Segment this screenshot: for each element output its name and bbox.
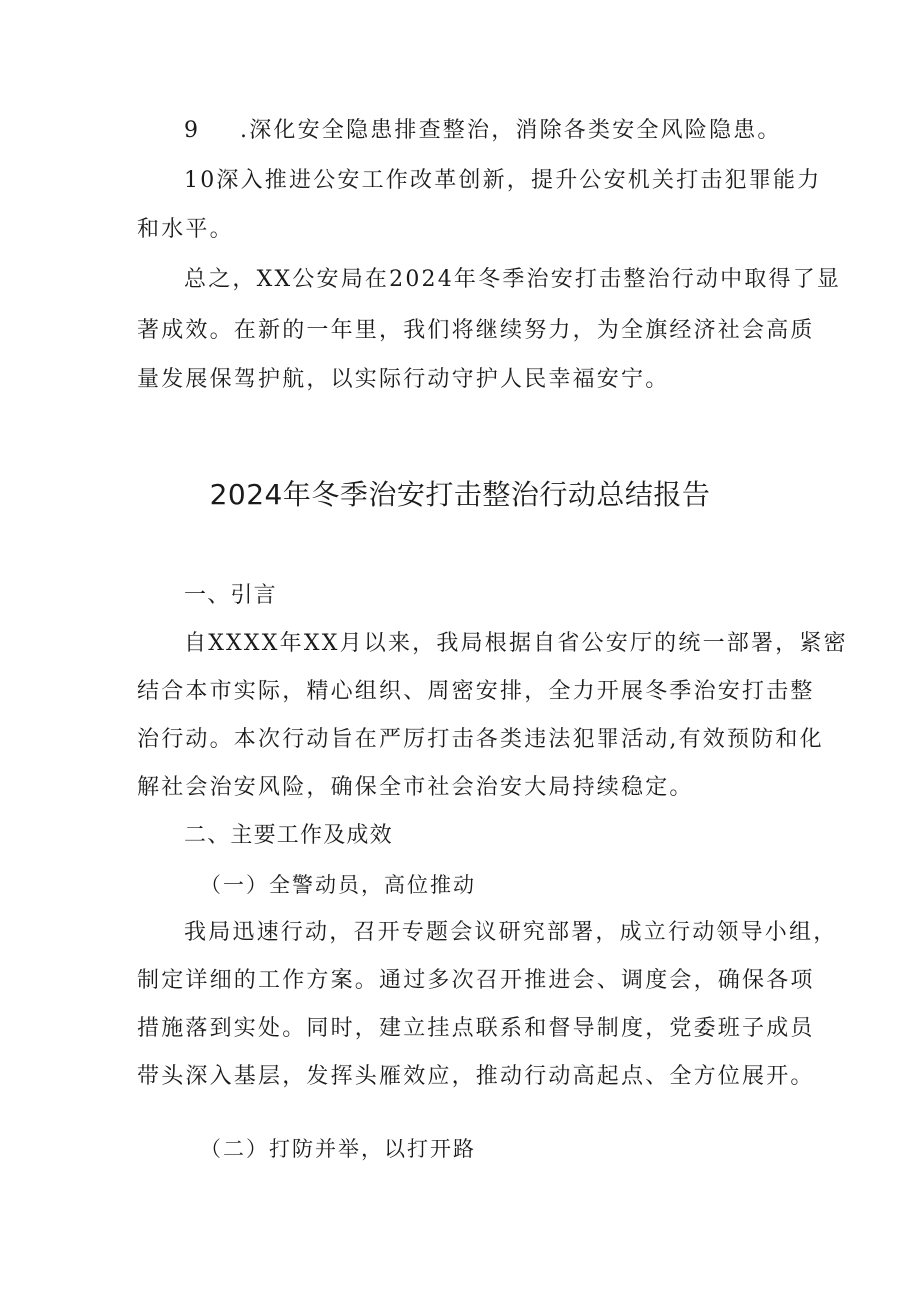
section-2-heading: 二、主要工作及成效 [184, 823, 393, 848]
intro-line-4: 解社会治安风险，确保全市社会治安大局持续稳定。 [137, 775, 694, 800]
summary-line-1: 总之，XX公安局在2024年冬季治安打击整治行动中取得了显 [184, 267, 842, 292]
section-1-heading: 一、引言 [184, 583, 277, 608]
item-9-text: .深化安全隐患排查整治，消除各类安全风险隐患。 [240, 118, 782, 143]
subsection-1-heading: （一）全警动员，高位推动 [200, 873, 476, 897]
subsection-1-line-4: 带头深入基层，发挥头雁效应，推动行动高起点、全方位展开。 [137, 1064, 815, 1089]
subsection-1-line-3: 措施落到实处。同时，建立挂点联系和督导制度，党委班子成员 [137, 1016, 815, 1041]
item-10-line-1: 10深入推进公安工作改革创新，提升公安机关打击犯罪能力 [184, 168, 822, 193]
summary-line-2: 著成效。在新的一年里，我们将继续努力，为全旗经济社会高质 [137, 318, 815, 343]
intro-line-1: 自XXXX年XX月以来，我局根据自省公安厅的统一部署，紧密 [184, 631, 848, 656]
subsection-2-heading: （二）打防并举，以打开路 [200, 1137, 476, 1161]
intro-line-2: 结合本市实际，精心组织、周密安排，全力开展冬季治安打击整 [137, 679, 815, 704]
item-10-line-2: 和水平。 [137, 217, 234, 242]
item-9-number: 9 [184, 118, 201, 143]
intro-line-3: 治行动。本次行动旨在严厉打击各类违法犯罪活动,有效预防和化 [137, 727, 824, 752]
subsection-1-line-2: 制定详细的工作方案。通过多次召开推进会、调度会，确保各项 [137, 968, 815, 993]
subsection-1-line-1: 我局迅速行动，召开专题会议研究部署，成立行动领导小组， [184, 920, 838, 945]
summary-line-3: 量发展保驾护航，以实际行动守护人民幸福安宁。 [137, 367, 670, 392]
report-title: 2024年冬季治安打击整治行动总结报告 [209, 478, 711, 511]
